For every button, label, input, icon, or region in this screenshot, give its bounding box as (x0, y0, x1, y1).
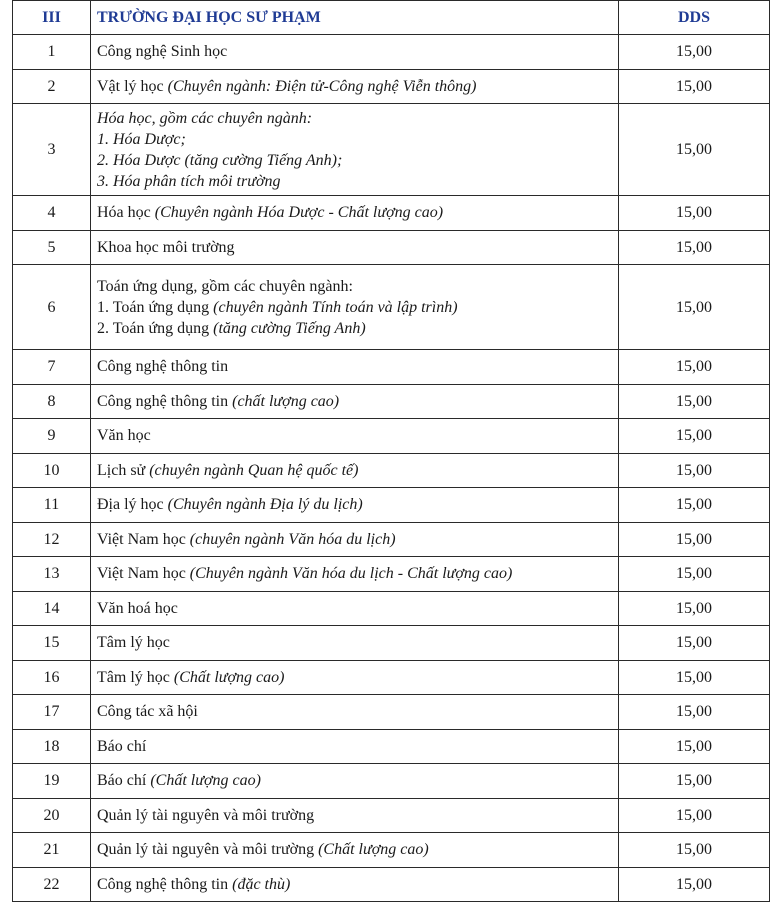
row-number: 5 (13, 230, 91, 265)
score-value: 15,00 (619, 557, 770, 592)
program-title: Công tác xã hội (97, 703, 198, 721)
table-row (13, 764, 770, 799)
row-number: 21 (13, 833, 91, 868)
score-value: 15,00 (619, 35, 770, 70)
score-value: 15,00 (619, 69, 770, 104)
program-name (91, 729, 619, 764)
program-name (91, 867, 619, 902)
table-row (13, 350, 770, 385)
program-line: 2. Hóa Dược (tăng cường Tiếng Anh); (97, 151, 343, 169)
program-title: Hóa học (97, 204, 155, 222)
table-row (13, 591, 770, 626)
table-row (13, 798, 770, 833)
program-line-name: Toán ứng dụng, gồm các chuyên ngành: (97, 277, 353, 295)
program-title: Báo chí (97, 772, 151, 790)
table-row (13, 453, 770, 488)
table-row (13, 729, 770, 764)
table-row (13, 384, 770, 419)
row-number: 14 (13, 591, 91, 626)
score-value: 15,00 (619, 764, 770, 799)
table-row (13, 35, 770, 70)
school-name: TRƯỜNG ĐẠI HỌC SƯ PHẠM (91, 1, 619, 35)
program-name (91, 488, 619, 523)
table-row (13, 626, 770, 661)
program-name (91, 557, 619, 592)
program-title: Quản lý tài nguyên và môi trường (97, 841, 319, 859)
program-name (91, 69, 619, 104)
score-value: 15,00 (619, 350, 770, 385)
program-title: Vật lý học (97, 77, 168, 95)
program-note: (chất lượng cao) (232, 392, 340, 410)
row-number: 18 (13, 729, 91, 764)
table-row (13, 488, 770, 523)
program-name (91, 350, 619, 385)
program-name (91, 591, 619, 626)
score-value: 15,00 (619, 695, 770, 730)
program-title: Tâm lý học (97, 634, 170, 652)
program-name (91, 265, 619, 350)
row-number: 6 (13, 265, 91, 350)
score-value: 15,00 (619, 867, 770, 902)
row-number: 8 (13, 384, 91, 419)
table-row (13, 557, 770, 592)
program-title: Khoa học môi trường (97, 238, 235, 256)
section-number: III (13, 1, 91, 35)
program-name (91, 798, 619, 833)
score-value: 15,00 (619, 591, 770, 626)
program-note: (chuyên ngành Quan hệ quốc tế) (149, 461, 359, 479)
program-note: (Chuyên ngành Địa lý du lịch) (167, 496, 363, 514)
program-line-name: 1. Toán ứng dụng (97, 298, 214, 316)
row-number: 17 (13, 695, 91, 730)
score-value: 15,00 (619, 626, 770, 661)
program-title: Công nghệ thông tin (97, 875, 233, 893)
program-name (91, 35, 619, 70)
score-value: 15,00 (619, 230, 770, 265)
table-row (13, 196, 770, 231)
admission-score-table (12, 0, 770, 902)
program-note: (Chuyên ngành Văn hóa du lịch - Chất lượng cao) (189, 565, 513, 583)
program-title: Công nghệ thông tin (97, 358, 229, 376)
program-note: (đặc thù) (232, 875, 291, 893)
row-number: 22 (13, 867, 91, 902)
row-number: 20 (13, 798, 91, 833)
row-number: 12 (13, 522, 91, 557)
score-value: 15,00 (619, 833, 770, 868)
program-name (91, 453, 619, 488)
table-row (13, 265, 770, 350)
score-value: 15,00 (619, 798, 770, 833)
row-number: 16 (13, 660, 91, 695)
score-value: 15,00 (619, 522, 770, 557)
program-line: 3. Hóa phân tích môi trường (97, 172, 281, 190)
program-name (91, 230, 619, 265)
program-note: (Chuyên ngành Hóa Dược - Chất lượng cao) (154, 204, 444, 222)
program-title: Văn học (97, 427, 151, 445)
program-name (91, 833, 619, 868)
score-value: 15,00 (619, 384, 770, 419)
program-note: (Chất lượng cao) (318, 841, 429, 859)
program-name (91, 626, 619, 661)
row-number: 15 (13, 626, 91, 661)
program-name (91, 384, 619, 419)
table-row (13, 69, 770, 104)
program-note: (Chuyên ngành: Điện tử-Công nghệ Viễn thông) (167, 77, 477, 95)
program-note: (Chất lượng cao) (173, 668, 285, 686)
table-row (13, 104, 770, 196)
program-name (91, 104, 619, 196)
program-name (91, 660, 619, 695)
program-title: Báo chí (97, 737, 147, 755)
score-value: 15,00 (619, 104, 770, 196)
table-row (13, 833, 770, 868)
row-number: 4 (13, 196, 91, 231)
program-name (91, 196, 619, 231)
program-line (97, 297, 612, 318)
row-number: 13 (13, 557, 91, 592)
score-value: 15,00 (619, 660, 770, 695)
program-line-name: 2. Toán ứng dụng (97, 319, 214, 337)
program-name (91, 419, 619, 454)
table-row (13, 867, 770, 902)
program-line (97, 318, 612, 339)
program-line: Hóa học, gồm các chuyên ngành: (97, 109, 313, 127)
score-value: 15,00 (619, 419, 770, 454)
row-number: 9 (13, 419, 91, 454)
row-number: 11 (13, 488, 91, 523)
score-value: 15,00 (619, 453, 770, 488)
table-row (13, 660, 770, 695)
score-value: 15,00 (619, 196, 770, 231)
table-row (13, 522, 770, 557)
program-title: Lịch sử (97, 461, 150, 479)
row-number: 3 (13, 104, 91, 196)
program-name (91, 764, 619, 799)
score-column-header: DDS (619, 1, 770, 35)
program-title: Công nghệ thông tin (97, 392, 233, 410)
program-note: (Chất lượng cao) (150, 772, 261, 790)
row-number: 7 (13, 350, 91, 385)
program-line-note: (chuyên ngành Tính toán và lập trình) (213, 298, 458, 316)
program-line (97, 276, 612, 297)
table-header-row (13, 1, 770, 35)
score-value: 15,00 (619, 488, 770, 523)
program-line-note: (tăng cường Tiếng Anh) (213, 319, 366, 337)
program-title: Tâm lý học (97, 668, 174, 686)
program-title: Việt Nam học (97, 565, 190, 583)
program-title: Văn hoá học (97, 599, 178, 617)
row-number: 1 (13, 35, 91, 70)
program-title: Quản lý tài nguyên và môi trường (97, 806, 315, 824)
row-number: 2 (13, 69, 91, 104)
score-value: 15,00 (619, 265, 770, 350)
program-line: 1. Hóa Dược; (97, 130, 186, 148)
program-title: Địa lý học (97, 496, 168, 514)
table-row (13, 230, 770, 265)
program-title: Công nghệ Sinh học (97, 43, 228, 61)
score-value: 15,00 (619, 729, 770, 764)
row-number: 10 (13, 453, 91, 488)
program-name (91, 522, 619, 557)
program-note: (chuyên ngành Văn hóa du lịch) (189, 530, 396, 548)
table-row (13, 695, 770, 730)
table-row (13, 419, 770, 454)
row-number: 19 (13, 764, 91, 799)
program-title: Việt Nam học (97, 530, 190, 548)
program-name (91, 695, 619, 730)
